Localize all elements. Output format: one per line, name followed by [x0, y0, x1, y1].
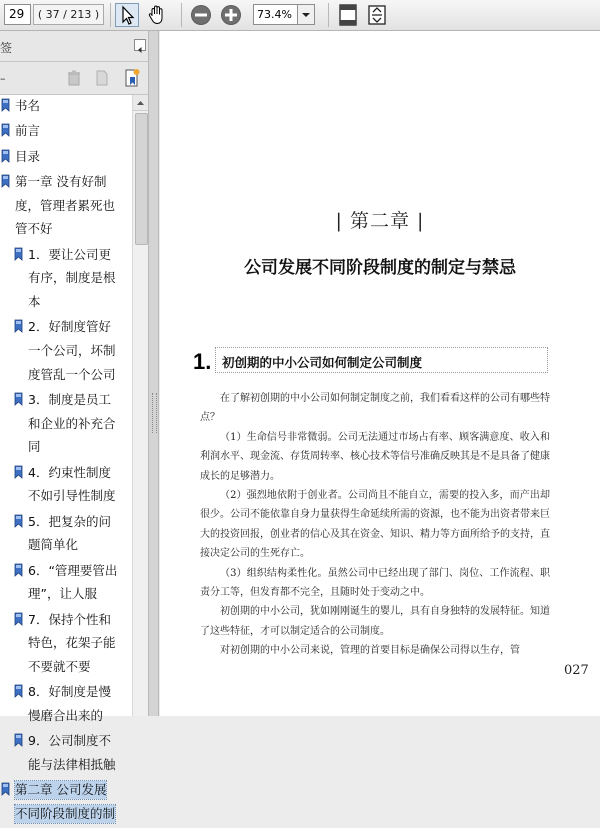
chapter-title: 公司发展不同阶段制度的制定与禁忌 [244, 258, 516, 278]
bookmark-icon [14, 684, 24, 699]
bookmark-item[interactable] [0, 122, 132, 146]
bookmark-label: 2．好制度管好 [28, 319, 111, 335]
hand-tool-icon[interactable] [145, 3, 169, 27]
bookmark-label: 一个公司，坏制 [28, 342, 116, 358]
bookmark-icon [1, 782, 11, 797]
bookmark-label: 不同阶段制度的制 [15, 805, 116, 821]
toolbar-separator [181, 3, 182, 27]
bookmark-item[interactable] [0, 173, 132, 244]
bookmark-item[interactable] [0, 318, 132, 389]
bookmarks-pane [0, 31, 148, 821]
bookmark-label: 目录 [15, 148, 41, 164]
bookmark-label: 管不好 [15, 221, 53, 237]
bookmark-item[interactable] [0, 391, 132, 462]
bookmark-label: 能与法律相抵触 [28, 756, 116, 772]
bookmark-icon [1, 174, 11, 189]
fit-width-icon[interactable] [336, 3, 360, 27]
zoom-out-icon[interactable] [189, 3, 213, 27]
paragraph: （3）组织结构柔性化。虽然公司中已经出现了部门、岗位、工作流程、职责分工等，但发育都不完全，且随时处于变动之中。 [200, 567, 550, 599]
bookmark-item[interactable] [0, 562, 132, 609]
pane-splitter[interactable] [148, 31, 159, 716]
collapse-pane-icon[interactable] [134, 39, 146, 51]
bookmark-label: 6．“管理要管出 [28, 562, 118, 578]
bookmark-icon [1, 149, 11, 164]
bookmark-label: 度，管理者累死也 [15, 197, 116, 213]
bookmark-label: 9．公司制度不 [28, 733, 111, 749]
bookmark-label: 书名 [15, 98, 41, 113]
body-text [200, 389, 550, 661]
bookmark-label: 7．保持个性和 [28, 611, 111, 627]
bookmark-label: 和企业的补充合 [28, 415, 116, 431]
bookmark-label: 慢磨合出来的 [28, 707, 104, 723]
bookmark-icon [1, 123, 11, 138]
bookmark-icon [1, 98, 11, 113]
section-title: 初创期的中小公司如何制定公司制度 [222, 355, 423, 370]
bookmark-label: 题简单化 [28, 537, 79, 553]
zoom-level-input[interactable]: 73.4% [253, 4, 298, 25]
paragraph: 初创期的中小公司，犹如刚刚诞生的婴儿，具有自身独特的发展特征。知道了这些特征，才可以制定适合的公司制度。 [200, 606, 550, 637]
bookmark-item[interactable] [0, 464, 132, 511]
paragraph: 在了解初创期的中小公司如何制定制度之前，我们看看这样的公司有哪些特点？ [200, 393, 550, 424]
bookmarks-toolbar [0, 62, 148, 95]
select-tool-icon[interactable] [115, 3, 139, 27]
scroll-up-icon[interactable] [133, 95, 148, 111]
bookmark-label: 同 [28, 439, 41, 455]
toolbar-separator [110, 3, 111, 27]
bookmark-label: 特色，花架子能 [28, 635, 116, 651]
bookmark-icon [14, 733, 24, 748]
bookmark-item[interactable] [0, 97, 132, 121]
bookmark-label: 1．要让公司更 [28, 246, 111, 262]
chapter-label: | 第二章 | [335, 210, 425, 232]
bookmark-label: 不如引导性制度 [28, 488, 116, 504]
bookmark-icon [14, 319, 24, 334]
zoom-in-icon[interactable] [219, 3, 243, 27]
bookmark-label: 第二章 公司发展 [15, 782, 107, 798]
fit-page-icon[interactable] [365, 3, 389, 27]
bookmark-label: 8．好制度是慢 [28, 684, 111, 700]
bookmark-label: 不要就不要 [28, 658, 91, 674]
page-number-input[interactable]: 29 [4, 4, 31, 25]
bookmark-label: 有序，制度是根 [28, 270, 116, 286]
page-count-label: ( 37 / 213 ) [33, 4, 104, 25]
bookmark-label: 第一章 没有好制 [15, 174, 107, 190]
bookmark-item[interactable] [0, 683, 132, 730]
section-number: 1. [193, 349, 212, 374]
options-menu[interactable]: – [0, 72, 6, 85]
bookmark-item[interactable] [0, 513, 132, 560]
bookmark-icon [14, 612, 24, 627]
bookmark-label: 3．制度是员工 [28, 392, 111, 407]
zoom-dropdown-arrow-icon[interactable] [298, 4, 315, 25]
scroll-thumb[interactable] [135, 113, 148, 245]
bookmark-item[interactable] [0, 732, 132, 779]
bookmarks-pane-header [0, 31, 148, 62]
bookmarks-scrollbar[interactable] [132, 95, 148, 716]
splitter-grip[interactable] [152, 393, 157, 433]
bookmark-icon [14, 563, 24, 578]
bookmark-label: 4．约束性制度 [28, 464, 111, 480]
new-bookmark-icon[interactable] [94, 69, 110, 91]
bookmark-item[interactable] [0, 246, 132, 317]
bookmark-icon [14, 392, 24, 407]
bookmark-item[interactable] [0, 611, 132, 682]
toolbar-separator [328, 3, 329, 27]
document-page [160, 31, 600, 716]
bookmark-item[interactable] [0, 148, 132, 172]
bookmark-item[interactable] [0, 781, 132, 828]
paragraph: （1）生命信号非常微弱。公司无法通过市场占有率、顾客满意度、收入和利润水平、现金流、存货周转率、核心技术等信号准确反映其是不是具备了健康成长的足够潜力。 [200, 431, 550, 482]
page-number: 027 [564, 663, 589, 678]
bookmark-properties-icon[interactable] [123, 68, 141, 92]
bookmark-label: 前言 [15, 123, 41, 139]
paragraph: 对初创期的中小公司来说，管理的首要目标是确保公司得以生存，管 [220, 645, 520, 657]
paragraph: （2）强烈地依附于创业者。公司尚且不能自立，需要的投入多，而产出却很少。公司不能依靠自身力量获得生命延续所需的资源，也不能为出资者带来巨大的投资回报，创业者的信心及其在资金、知识、精力等方面所给予的支持，直接决定公司的生死存亡。 [200, 490, 550, 560]
bookmark-label: 本 [28, 293, 41, 309]
bookmark-list[interactable] [0, 95, 133, 821]
bookmark-icon [14, 247, 24, 262]
bookmark-icon [14, 465, 24, 480]
bookmark-icon [14, 514, 24, 529]
pane-title: 签 [0, 41, 13, 55]
toolbar [0, 0, 600, 31]
bookmark-label: 理”，让人服 [28, 586, 97, 602]
delete-bookmark-icon[interactable] [66, 69, 82, 91]
bookmark-label: 5．把复杂的问 [28, 513, 111, 529]
bookmark-label: 度管乱一个公司 [28, 366, 116, 382]
